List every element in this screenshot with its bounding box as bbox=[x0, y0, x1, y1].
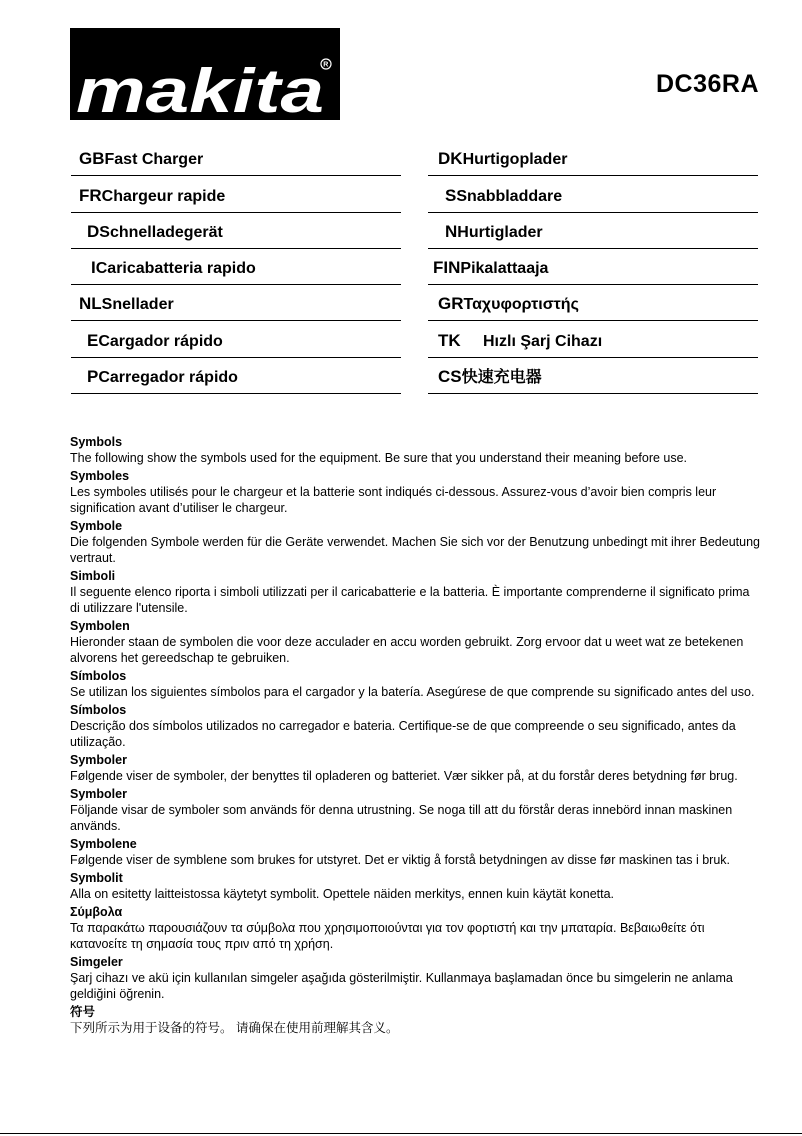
symbols-heading: Simboli bbox=[70, 569, 116, 583]
lang-title: Pikalattaaja bbox=[460, 260, 549, 278]
lang-code: DK bbox=[438, 149, 463, 169]
lang-title: Ταχυφορτιστής bbox=[463, 296, 579, 314]
lang-code: FIN bbox=[433, 258, 461, 278]
title-row-s bbox=[428, 176, 758, 212]
lang-code: E bbox=[87, 330, 99, 350]
title-row-dk bbox=[428, 140, 758, 176]
symbols-block-es bbox=[70, 668, 760, 700]
title-row-fr bbox=[71, 176, 401, 212]
title-row-p bbox=[71, 358, 401, 394]
lang-code: P bbox=[87, 367, 99, 387]
title-row-tk bbox=[428, 321, 758, 357]
symbols-heading: 符号 bbox=[70, 1005, 96, 1019]
symbols-text: Alla on esitetty laitteistossa käytetyt symbolit. Opettele näiden merkitys, ennen kuin käytät konetta. bbox=[70, 887, 615, 901]
symbols-heading: Symboler bbox=[70, 787, 127, 801]
title-row-fin bbox=[428, 249, 758, 285]
lang-title: Schnelladegerät bbox=[99, 223, 223, 241]
title-row-i bbox=[71, 249, 401, 285]
title-row-d bbox=[71, 213, 401, 249]
lang-code: GR bbox=[438, 294, 464, 314]
model-number: DC36RA bbox=[655, 70, 759, 98]
symbols-block-fi bbox=[70, 870, 760, 902]
lang-title: Carregador rápido bbox=[98, 369, 238, 387]
titles-left-column bbox=[71, 140, 401, 394]
lang-title: Cargador rápido bbox=[98, 332, 223, 350]
symbols-text: Şarj cihazı ve akü için kullanılan simgeler aşağıda gösterilmiştir. Kullanmaya başlamadan önce bu simgelerin ne anlama geldiğini öğrenin. bbox=[70, 971, 733, 1001]
lang-title: Hurtigoplader bbox=[462, 151, 568, 169]
symbols-section bbox=[70, 434, 760, 1038]
symbols-heading: Symboles bbox=[70, 469, 130, 483]
lang-code: D bbox=[87, 221, 100, 241]
lang-code: S bbox=[445, 185, 457, 205]
symbols-block-de bbox=[70, 518, 760, 566]
symbols-heading: Symbols bbox=[70, 435, 123, 449]
symbols-text: Τα παρακάτω παρουσιάζουν τα σύμβολα που χρησιμοποιούνται για τον φορτιστή και την μπαταρία. Βεβαιωθείτε ότι κατανοείτε τη σημασία τους πριν από τη χρήση. bbox=[70, 921, 705, 951]
symbols-text: Följande visar de symboler som används för denna utrustning. Se noga till att du förstår deras innebörd innan maskinen används. bbox=[70, 803, 733, 833]
symbols-text: The following show the symbols used for the equipment. Be sure that you understand their meaning before use. bbox=[70, 451, 688, 465]
lang-title: 快速充电器 bbox=[461, 369, 542, 387]
symbols-block-it bbox=[70, 568, 760, 616]
symbols-block-tr bbox=[70, 954, 760, 1002]
lang-code: N bbox=[445, 221, 458, 241]
symbols-block-gr bbox=[70, 904, 760, 952]
symbols-heading: Symbolit bbox=[70, 871, 123, 885]
symbols-heading: Symboler bbox=[70, 753, 127, 767]
page-bottom-rule bbox=[0, 1133, 802, 1134]
title-row-nl bbox=[71, 285, 401, 321]
title-row-gr bbox=[428, 285, 758, 321]
symbols-text: Følgende viser de symboler, der benyttes til opladeren og batteriet. Vær sikker på, at du forstår deres betydning før brug. bbox=[70, 769, 738, 783]
symbols-text: Les symboles utilisés pour le chargeur et la batterie sont indiqués ci-dessous. Assurez-vous d’avoir bien compris leur signification avant d’utiliser le chargeur. bbox=[70, 485, 717, 515]
symbols-heading: Σύμβολα bbox=[70, 905, 123, 919]
symbols-text: Die folgenden Symbole werden für die Geräte verwendet. Machen Sie sich vor der Benutzung unbedingt mit ihrer Bedeutung vertraut. bbox=[70, 535, 760, 565]
symbols-heading: Símbolos bbox=[70, 669, 127, 683]
symbols-block-se bbox=[70, 786, 760, 834]
symbols-text: Il seguente elenco riporta i simboli utilizzati per il caricabatterie e la batteria. È importante comprenderne il significato prima di utilizzare l'utensile. bbox=[70, 585, 750, 615]
symbols-block-fr bbox=[70, 468, 760, 516]
lang-code: TK bbox=[438, 330, 461, 350]
lang-title: Snellader bbox=[101, 296, 174, 314]
lang-code: GB bbox=[79, 149, 105, 169]
symbols-text: Følgende viser de symblene som brukes for utstyret. Det er viktig å forstå betydningen av disse før maskinen tas i bruk. bbox=[70, 853, 731, 867]
lang-title: Fast Charger bbox=[104, 151, 204, 169]
symbols-heading: Simgeler bbox=[70, 955, 123, 969]
symbols-text: Descrição dos símbolos utilizados no carregador e bateria. Certifique-se de que compreende o seu significado, antes da utilização. bbox=[70, 719, 736, 749]
symbols-block-no bbox=[70, 836, 760, 868]
title-row-e bbox=[71, 321, 401, 357]
title-row-n bbox=[428, 213, 758, 249]
symbols-text: Hieronder staan de symbolen die voor deze acculader en accu worden gebruikt. Zorg ervoor dat u weet wat ze betekenen alvorens het gereedschap te gebruiken. bbox=[70, 635, 744, 665]
symbols-block-nl bbox=[70, 618, 760, 666]
symbols-heading: Symbolen bbox=[70, 619, 130, 633]
title-row-gb bbox=[71, 140, 401, 176]
lang-code: I bbox=[91, 258, 96, 278]
symbols-text: Se utilizan los siguientes símbolos para el cargador y la batería. Asegúrese de que comprende su significado antes del uso. bbox=[70, 685, 755, 699]
makita-logo bbox=[70, 28, 340, 120]
symbols-text: 下列所示为用于设备的符号。 请确保在使用前理解其含义。 bbox=[70, 1021, 399, 1035]
symbols-block-dk bbox=[70, 752, 760, 784]
lang-title: Hurtiglader bbox=[457, 223, 543, 241]
symbols-block-pt bbox=[70, 702, 760, 750]
title-row-cs bbox=[428, 358, 758, 394]
symbols-block-en bbox=[70, 434, 760, 466]
lang-title: Hızlı Şarj Cihazı bbox=[483, 332, 603, 350]
lang-title: Snabbladdare bbox=[456, 187, 563, 205]
symbols-heading: Símbolos bbox=[70, 703, 127, 717]
symbols-heading: Symbolene bbox=[70, 837, 137, 851]
titles-right-column bbox=[428, 140, 758, 394]
lang-code: NL bbox=[79, 294, 102, 314]
logo-wordmark: makita bbox=[76, 57, 324, 120]
symbols-block-cn bbox=[70, 1004, 760, 1036]
symbols-heading: Symbole bbox=[70, 519, 123, 533]
svg-text:R: R bbox=[323, 61, 329, 69]
lang-title: Chargeur rapide bbox=[101, 187, 226, 205]
lang-title: Caricabatteria rapido bbox=[95, 260, 256, 278]
lang-code: FR bbox=[79, 185, 102, 205]
lang-code: CS bbox=[438, 367, 462, 387]
